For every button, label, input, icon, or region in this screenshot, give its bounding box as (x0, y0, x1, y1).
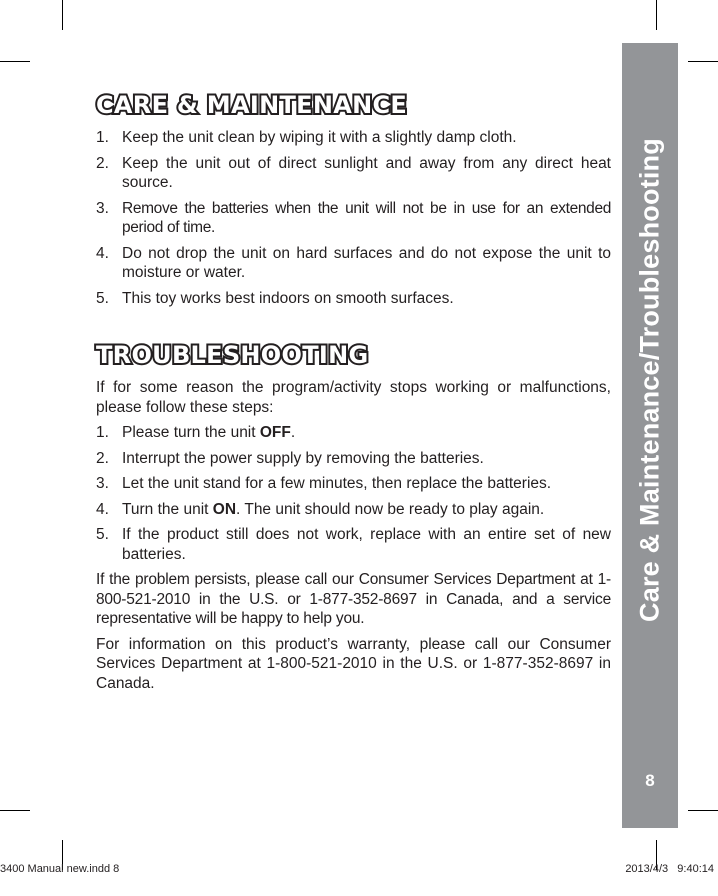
crop-mark (656, 0, 657, 30)
list-item-text: This toy works best indoors on smooth surfaces. (122, 289, 454, 307)
list-item: 2. Interrupt the power supply by removing the batteries. (96, 449, 484, 467)
crop-mark (0, 810, 30, 811)
crop-mark (688, 61, 718, 62)
list-item-text: Remove the batteries when the unit will not be in use for an extended period of time. (122, 199, 611, 236)
care-heading: CARE & MAINTENANCE (96, 91, 408, 119)
list-item-text: Keep the unit out of direct sunlight and away from any direct heat source. (122, 154, 611, 191)
list-item: 1. Keep the unit clean by wiping it with a slightly damp cloth. (96, 129, 517, 146)
persist-paragraph: If the problem persists, please call our Consumer Services Department at 1-800-521-2010 in the U.S. or 1-877-352-8697 in Canada, and a service representative will be happy to help you. (96, 571, 611, 627)
list-item: 3. Let the unit stand for a few minutes, then replace the batteries. (96, 475, 552, 492)
troubleshooting-heading: TROUBLESHOOTING (96, 341, 369, 369)
main-content (96, 90, 611, 693)
list-item: 4. Turn the unit ON. The unit should now be ready to play again. (96, 500, 545, 518)
footer-filename: 3400 Manual new.indd 8 (0, 863, 120, 875)
list-item: 4. Do not drop the unit on hard surfaces and do not expose the unit to moisture or water. (96, 244, 611, 281)
list-item: 1. Please turn the unit OFF. (96, 424, 296, 441)
list-item: 5. This toy works best indoors on smooth surfaces. (96, 289, 454, 307)
list-item-text: Keep the unit clean by wiping it with a slightly damp cloth. (122, 129, 517, 146)
troubleshooting-intro: If for some reason the program/activity stops working or malfunctions, please follow these steps: (96, 379, 611, 416)
troubleshooting-steps (96, 423, 611, 564)
care-list (96, 128, 611, 308)
warranty-paragraph: For information on this product’s warranty, please call our Consumer Services Department at 1-800-521-2010 in the U.S. or 1-877-352-8697 in Canada. (96, 635, 611, 692)
crop-mark (0, 61, 30, 62)
list-item: 3. Remove the batteries when the unit will not be in use for an extended period of time. (96, 199, 611, 236)
list-item-text: Do not drop the unit on hard surfaces and do not expose the unit to moisture or water. (122, 244, 611, 281)
crop-mark (62, 0, 63, 30)
side-tab-title: Care & Maintenance/Troubleshooting (634, 138, 665, 622)
page-number: 8 (645, 771, 655, 790)
footer-timestamp: 2013/4/3 9:40:14 (625, 863, 714, 875)
list-item: 5. If the product still does not work, replace with an entire set of new batteries. (96, 526, 611, 563)
list-item: 2. Keep the unit out of direct sunlight and away from any direct heat source. (96, 154, 611, 191)
crop-mark (688, 810, 718, 811)
